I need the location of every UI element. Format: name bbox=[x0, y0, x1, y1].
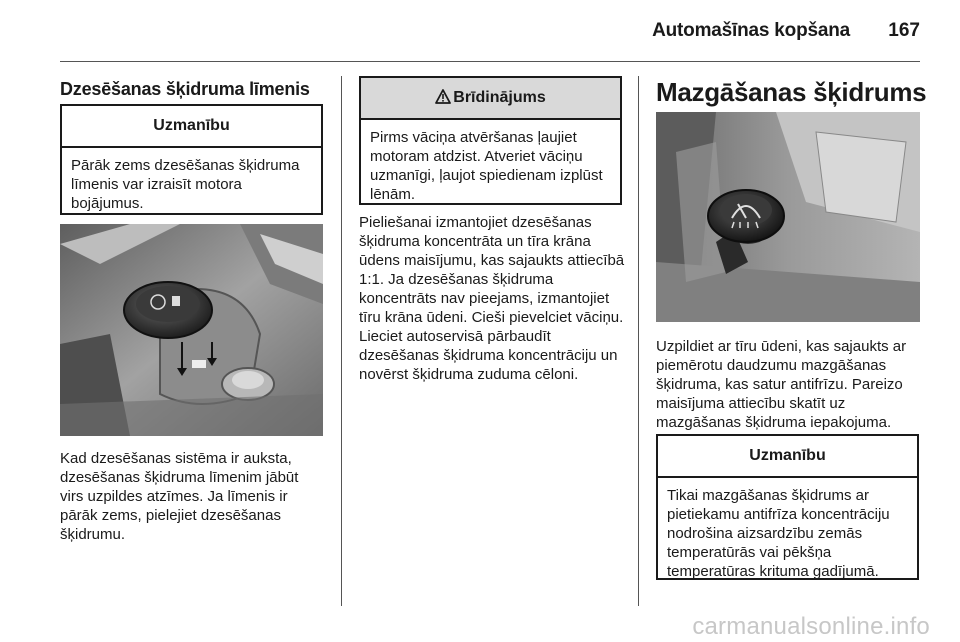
warning-text: Pirms vāciņa atvēršanas ļaujiet motoram atdzist. Atveriet vāciņu uzmanīgi, ļaujot spiedienam izplūst lēnām. bbox=[370, 129, 603, 203]
coolant-level-heading: Dzesēšanas šķidruma līmenis bbox=[60, 79, 310, 99]
coolant-caution-text: Pārāk zems dzesēšanas šķidruma līmenis var izraisīt motora bojājumus. bbox=[71, 157, 300, 212]
warning-triangle-icon bbox=[435, 80, 451, 120]
column-divider-right bbox=[638, 76, 639, 606]
page-header-title: Automašīnas kopšana bbox=[652, 20, 850, 41]
column-divider-left bbox=[341, 76, 342, 606]
coolant-paragraph: Kad dzesēšanas sistēma ir auksta, dzesēšanas šķidruma līmenim jābūt virs uzpildes atzīmes. Ja līmenis ir pārāk zems, pielejiet dzesēšanas šķidrumu. bbox=[60, 450, 299, 543]
warning-header bbox=[361, 78, 620, 120]
coolant-caution-box bbox=[60, 104, 323, 215]
watermark: carmanualsonline.info bbox=[692, 613, 930, 640]
page-number: 167 bbox=[888, 20, 920, 41]
washer-fluid-heading: Mazgāšanas šķidrums bbox=[656, 77, 927, 107]
washer-caution-box bbox=[656, 434, 919, 580]
coolant-reservoir-photo bbox=[60, 224, 323, 436]
washer-fluid-paragraph: Uzpildiet ar tīru ūdeni, kas sajaukts ar piemērotu daudzumu mazgāšanas šķidruma, kas satur antifrīzu. Pareizo maisījuma attiecību skatīt uz mazgāšanas šķidruma iepakojuma. bbox=[656, 338, 907, 431]
washer-caution-title: Uzmanību bbox=[658, 436, 917, 478]
header-rule bbox=[60, 61, 920, 62]
coolant-mixture-paragraph: Pieliešanai izmantojiet dzesēšanas šķidruma koncentrāta un tīra krāna ūdens maisījumu, kas sajaukts attiecībā 1:1. Ja dzesēšanas šķidruma koncentrāts nav pieejams, izmantojiet tīru krāna ūdeni. Cieši pievelciet vāciņu. Lieciet autoservisā pārbaudīt dzesēšanas šķidruma koncentrāciju un novērst šķidruma zuduma cēloni. bbox=[359, 214, 625, 383]
washer-caution-text: Tikai mazgāšanas šķidrums ar pietiekamu antifrīza koncentrāciju nodrošina aizsardzību zemās temperatūrās vai pēkšņa temperatūras krituma gadījumā. bbox=[667, 487, 890, 580]
coolant-caution-title: Uzmanību bbox=[62, 106, 321, 148]
washer-reservoir-photo bbox=[656, 112, 920, 322]
warning-box bbox=[359, 76, 622, 205]
warning-title: Brīdinājums bbox=[453, 89, 546, 106]
